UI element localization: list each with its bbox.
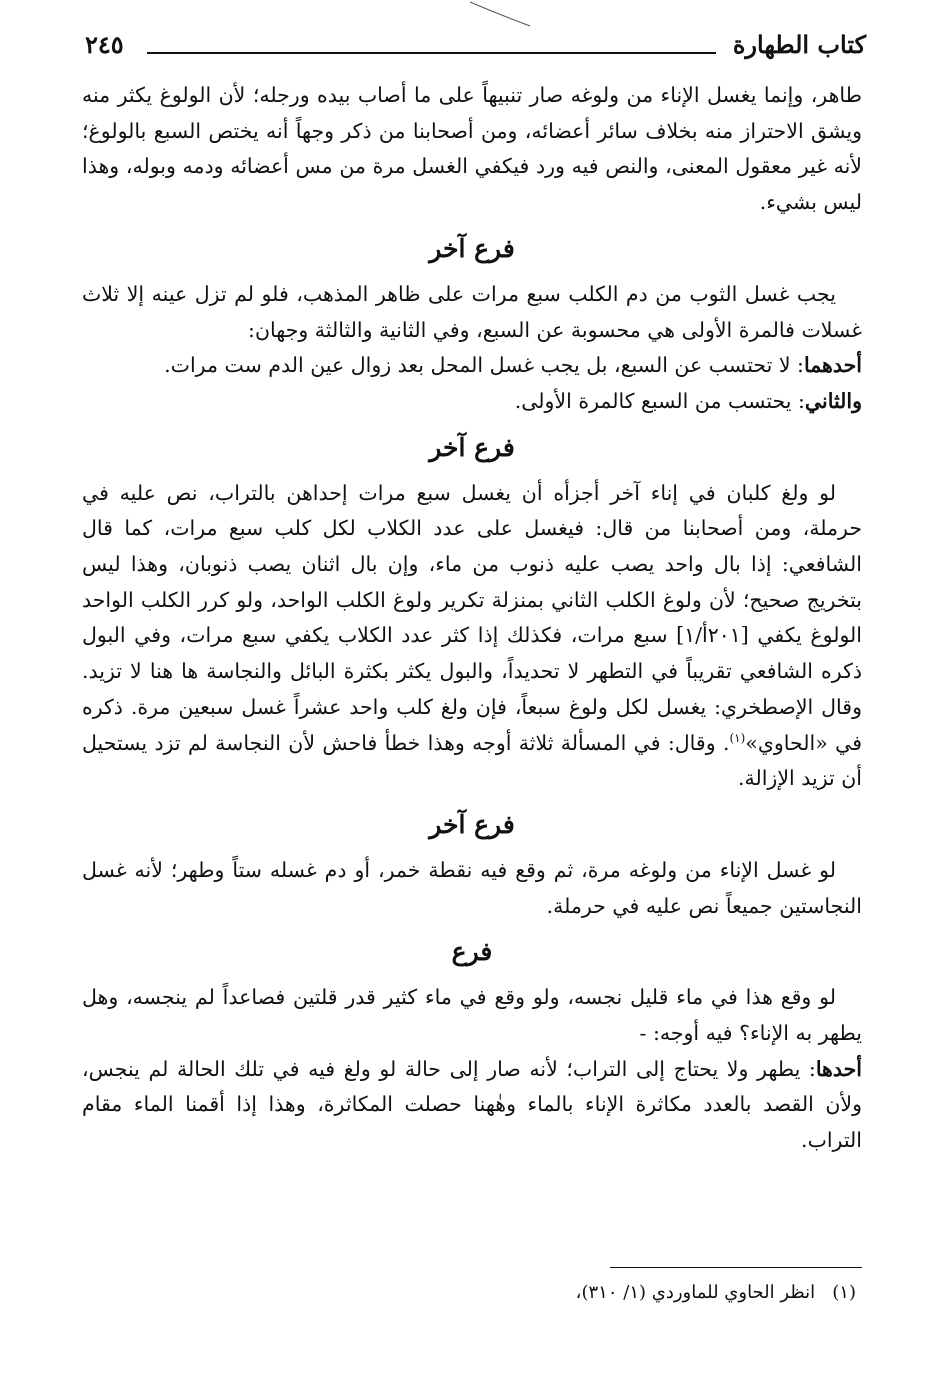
paragraph-wine-drop: لو غسل الإناء من ولوغه مرة، ثم وقع فيه نقطة خمر، أو دم غسله ستاً وطهر؛ لأنه غسل النجاستين جميعاً نص عليه في حرملة. (82, 857, 862, 918)
header-rule (147, 52, 716, 54)
paragraph-first-view (82, 348, 862, 384)
running-header (85, 30, 866, 70)
two-dogs-text: لو ولغ كلبان في إناء آخر أجزأه أن يغسل سبع مرات إحداهن بالتراب، نص عليه في حرملة، ومن أصحابنا من قال: فيغسل على عدد الكلاب لكل كلب سبع مرات، كما قال الشافعي: إذا بال واحد يصب عليه ذنوب من ماء، وإن بال اثنان يصب ذنوبان، وهذا ليس بتخريج صحيح؛ لأن ولوغ الكلب الثاني بمنزلة تكرير ولوغ الكلب الواحد، ولو كرر الكلب الواحد الولوغ يكفي [٢٠١أ/١] سبع مرات، فكذلك إذا كثر عدد الكلاب يكفي سبع مرات، وفي البول ذكره الشافعي تقريباً في التطهر لا تحديداً، والبول يكثر بكثرة البائل والنجاسة ها هنا لا تزيد. وقال الإصطخري: يغسل لكل ولوغ سبعاً، فإن ولغ كلب واحد عشراً غسل سبعين مرة. ذكره في «الحاوي» (82, 480, 862, 755)
paragraph-large-water: لو وقع هذا في ماء قليل نجسه، ولو وقع في ماء كثير قدر قلتين فصاعداً لم ينجسه، وهل يطهر به الإناء؟ فيه أوجه: - (82, 985, 862, 1046)
first-opinion-label: أحدها (815, 1056, 862, 1081)
page-body (82, 78, 862, 1159)
first-view-label: أحدهما (803, 353, 862, 378)
page-number: ٢٤٥ (85, 30, 124, 59)
paragraph-second-view (82, 384, 862, 420)
second-view-label: والثاني (804, 388, 862, 413)
book-title: كتاب الطهارة (732, 30, 866, 59)
section-heading-3: فرع آخر (429, 809, 515, 839)
first-view-text: : لا تحتسب عن السبع، بل يجب غسل المحل بعد زوال عين الدم ست مرات. (164, 353, 804, 378)
second-view-text: : يحتسب من السبع كالمرة الأولى. (514, 388, 805, 413)
footnote-number: (١) (832, 1282, 856, 1303)
paragraph-blood-washing: يجب غسل الثوب من دم الكلب سبع مرات على ظاهر المذهب، فلو لم تزل عينه إلا ثلاث غسلات فالمرة الأولى هي محسوبة عن السبع، وفي الثانية والثالثة وجهان: (82, 281, 862, 342)
footnote-reference: (١) (729, 730, 746, 745)
section-heading-2: فرع آخر (429, 432, 515, 462)
footnote-text: انظر الحاوي للماوردي (١/ ٣١٠)، (575, 1282, 816, 1303)
first-opinion-text: : يطهر ولا يحتاج إلى التراب؛ لأنه صار إلى حالة لو ولغ فيه في تلك الحالة لم ينجس، ولأن القصد بالعدد مكاثرة الإناء بالماء وهٰهنا حصلت المكاثرة، وهذا إذا أقمنا الماء مقام التراب. (82, 1056, 862, 1153)
scan-artifact-line (468, 0, 532, 28)
footnote (356, 1280, 856, 1306)
footnote-separator (610, 1267, 862, 1268)
section-heading-4: فرع (451, 937, 493, 967)
section-heading-1: فرع آخر (429, 233, 515, 263)
paragraph-continuation: طاهر، وإنما يغسل الإناء من ولوغه صار تنبيهاً على ما أصاب بيده ورجله؛ لأن الولوغ يكثر منه ويشق الاحتراز منه بخلاف سائر أعضائه، ومن أصحابنا من ذكر وجهاً أنه يختص السبع بالولوغ؛ لأنه غير معقول المعنى، والنص فيه ورد فيكفي الغسل مرة من مس أعضائه ودمه وبوله، وهذا ليس بشيء. (82, 83, 862, 215)
paragraph-first-opinion (82, 1052, 862, 1159)
paragraph-two-dogs (82, 476, 862, 797)
two-dogs-text-end: . وقال: في المسألة ثلاثة أوجه وهذا خطأ فاحش لأن النجاسة لم تزد يستحيل أن تزيد الإزالة. (82, 730, 862, 791)
